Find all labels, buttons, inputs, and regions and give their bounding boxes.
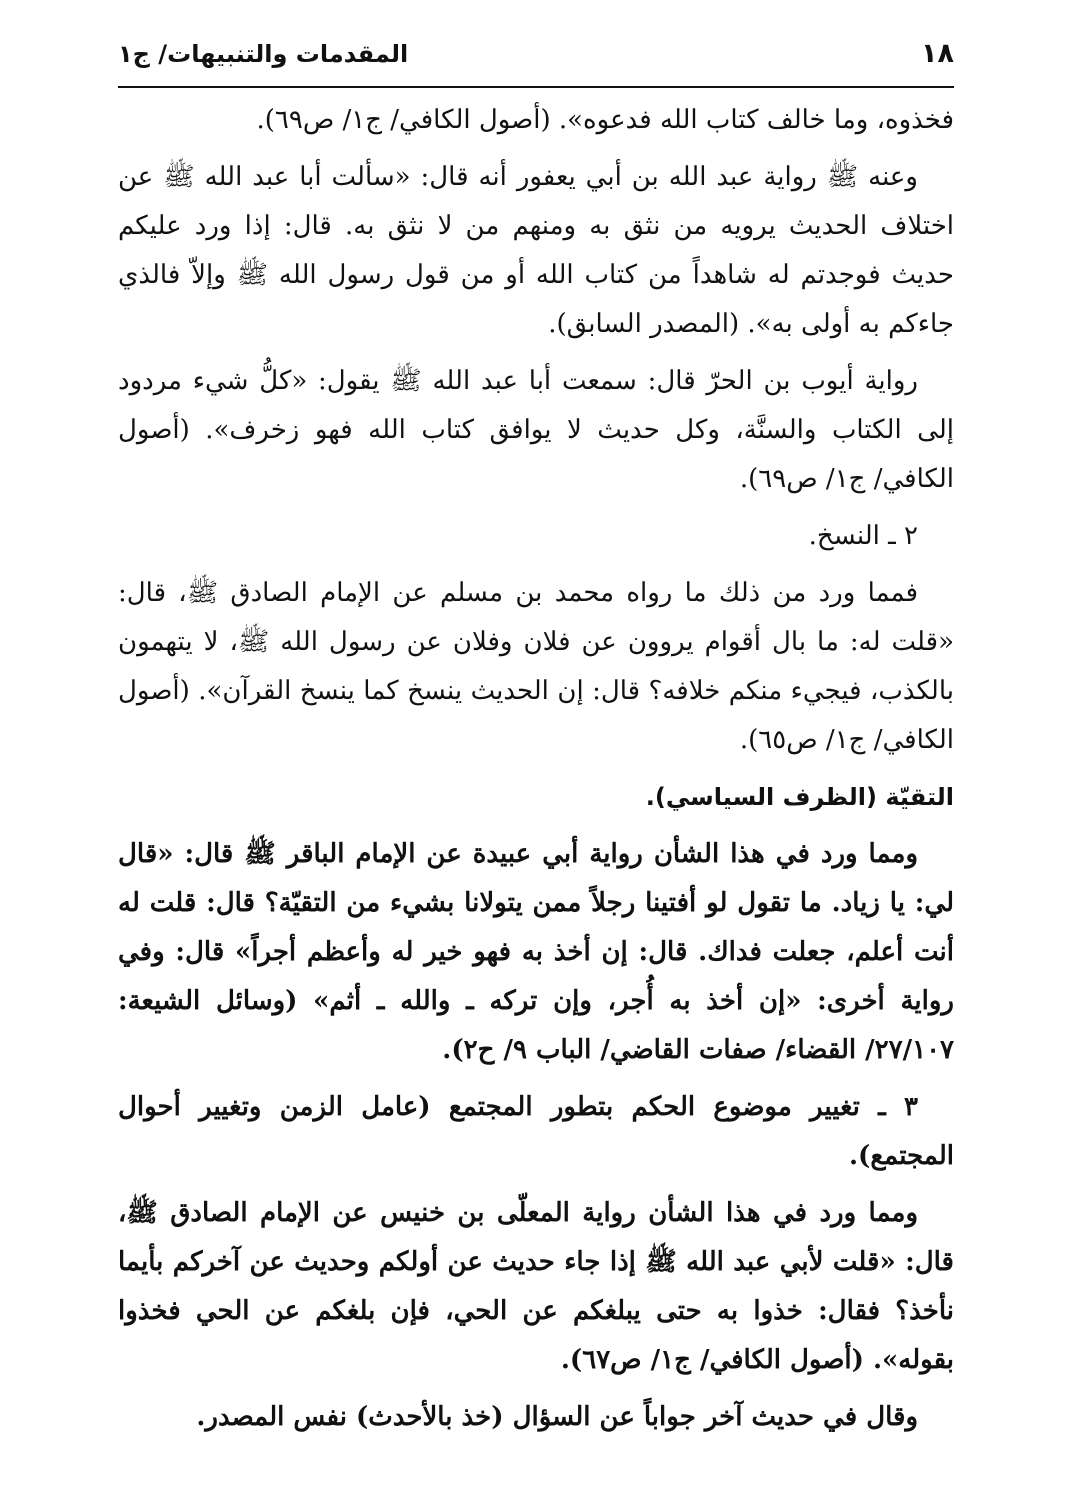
page-number: ١٨ <box>921 38 954 69</box>
paragraph-continuation: فخذوه، وما خالف كتاب الله فدعوه». (أصول الكافي/ ج١/ ص٦٩). <box>256 105 954 135</box>
paragraph-ayyub-ibn-hurr: رواية أيوب بن الحرّ قال: سمعت أبا عبد الله ﷺ يقول: «كلُّ شيء مردود إلى الكتاب والسنَّة، وكل حديث لا يوافق كتاب الله فهو زخرف». (أصول الكافي/ ج١/ ص٦٩). <box>118 366 954 494</box>
section-heading-taqiyya: التقيّة (الظرف السياسي). <box>645 783 954 811</box>
paragraph-muhammad-ibn-muslim: فمما ورد من ذلك ما رواه محمد بن مسلم عن الإمام الصادق ﷺ، قال: «قلت له: ما بال أقوام يروون عن فلان وفلان عن رسول الله ﷺ، لا يتهمون بالكذب، فيجيء منكم خلافه؟ قال: إن الحديث ينسخ كما ينسخ القرآن». (أصول الكافي/ ج١/ ص٦٥). <box>118 578 954 755</box>
section-heading-social-change: ٣ ـ تغيير موضوع الحكم بتطور المجتمع (عامل الزمن وتغيير أحوال المجتمع). <box>118 1092 954 1171</box>
page-header <box>118 34 954 88</box>
paragraph-abu-ubayda: ومما ورد في هذا الشأن رواية أبي عبيدة عن الإمام الباقر ﷺ قال: «قال لي: يا زياد. ما تقول لو أفتينا رجلاً ممن يتولانا بشيء من التقيّة؟ قال: قلت له أنت أعلم، جعلت فداك. قال: إن أخذ به فهو خير له وأعظم أجراً» قال: وفي رواية أخرى: «إن أخذ به أُجر، وإن تركه ـ والله ـ أثم» (وسائل الشيعة: ٢٧/١٠٧/ القضاء/ صفات القاضي/ الباب ٩/ ح٢). <box>118 839 954 1065</box>
running-title: المقدمات والتنبيهات/ ج١ <box>118 40 409 68</box>
paragraph-mualla-ibn-khunays: ومما ورد في هذا الشأن رواية المعلّى بن خنيس عن الإمام الصادق ﷺ، قال: «قلت لأبي عبد الله ﷺ إذا جاء حديث عن أولكم وحديث عن آخركم بأيما نأخذ؟ فقال: خذوا به حتى يبلغكم عن الحي، فإن بلغكم عن الحي فخذوا بقوله». (أصول الكافي/ ج١/ ص٦٧). <box>118 1198 954 1375</box>
body-text <box>118 96 954 1442</box>
paragraph-ibn-abi-yafur: وعنه ﷺ رواية عبد الله بن أبي يعفور أنه قال: «سألت أبا عبد الله ﷺ عن اختلاف الحديث يرويه من نثق به ومنهم من لا نثق به. قال: إذا ورد عليكم حديث فوجدتم له شاهداً من كتاب الله أو من قول رسول الله ﷺ وإلاّ فالذي جاءكم به أولى به». (المصدر السابق). <box>118 162 954 339</box>
paragraph-another-hadith: وقال في حديث آخر جواباً عن السؤال (خذ بالأحدث) نفس المصدر. <box>196 1402 918 1432</box>
book-page <box>118 34 954 1474</box>
section-heading-naskh: ٢ ـ النسخ. <box>808 521 918 551</box>
